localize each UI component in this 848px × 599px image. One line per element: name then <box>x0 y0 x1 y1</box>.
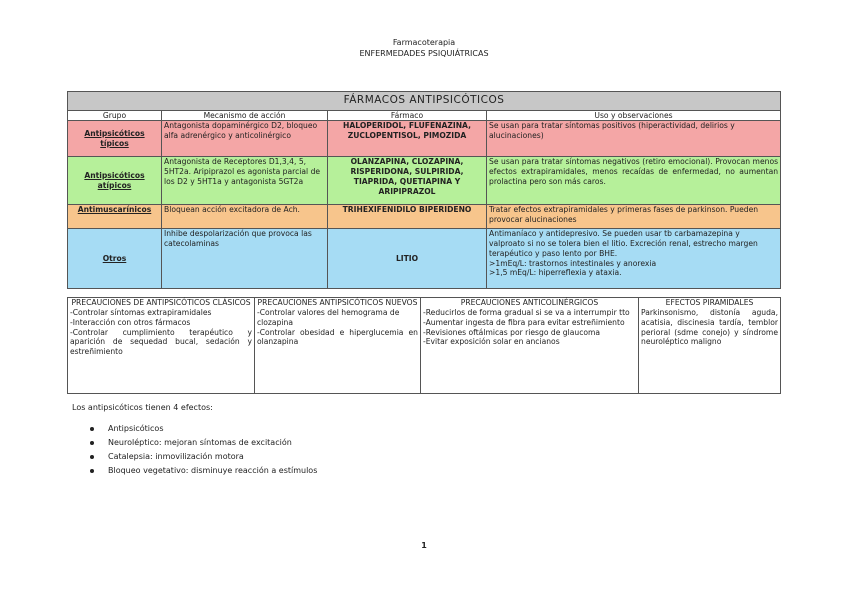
precaution-item: -Controlar valores del hemograma de clozapina <box>257 307 400 327</box>
effect-text: Antipsicóticos <box>108 424 164 433</box>
precaution-item: -Interacción con otros fármacos <box>70 317 191 327</box>
bullet-icon <box>90 441 94 445</box>
table-row <box>68 157 781 205</box>
table-title: FÁRMACOS ANTIPSICÓTICOS <box>68 92 781 111</box>
precaution-item: -Controlar cumplimiento terapéutico y aparición de sequedad bucal, sedación y estreñimiento <box>70 327 252 357</box>
drug-cell: HALOPERIDOL, FLUFENAZINA, ZUCLOPENTISOL, PIMOZIDA <box>328 121 487 157</box>
mechanism-cell: Inhibe despolarización que provoca las catecolaminas <box>162 229 328 289</box>
precaution-item: -Evitar exposición solar en ancianos <box>423 337 560 347</box>
list-item <box>88 436 317 450</box>
group-cell: Antimuscarínicos <box>68 205 162 229</box>
mechanism-cell: Antagonista de Receptores D1,3,4, 5, 5HT2a. Aripiprazol es agonista parcial de los D2 y 5HT1a y antagonista 5GT2a <box>162 157 328 205</box>
use-line: >1,5 mEq/L: hiperreflexia y ataxia. <box>489 268 622 278</box>
precautions-title: EFECTOS PIRAMIDALES <box>665 298 754 307</box>
precaution-item: -Revisiones oftálmicas por riesgo de glaucoma <box>423 327 601 337</box>
group-cell: Otros <box>68 229 162 289</box>
precaution-item: -Controlar síntomas extrapiramidales <box>70 307 212 317</box>
list-item <box>88 464 317 478</box>
precautions-new-cell <box>255 298 421 394</box>
col-header-group: Grupo <box>68 111 162 121</box>
precautions-title: PRECAUCIONES DE ANTIPSICÓTICOS CLÁSICOS <box>71 298 251 307</box>
pyramidal-effects-cell <box>639 298 781 394</box>
precautions-title: PRECAUCIONES ANTIPSICÓTICOS NUEVOS <box>257 298 418 307</box>
mechanism-cell: Antagonista dopaminérgico D2, bloqueo alfa adrenérgico y anticolinérgico <box>162 121 328 157</box>
precautions-classic-cell <box>68 298 255 394</box>
bullet-icon <box>90 455 94 459</box>
use-cell: Tratar efectos extrapiramidales y primeras fases de parkinson. Pueden provocar alucinaciones <box>487 205 781 229</box>
group-cell: Antipsicóticos atípicos <box>68 157 162 205</box>
effects-intro: Los antipsicóticos tienen 4 efectos: <box>72 403 213 412</box>
bullet-icon <box>90 469 94 473</box>
effect-text: Catalepsia: inmovilización motora <box>108 452 244 461</box>
table-row <box>68 205 781 229</box>
drug-cell: TRIHEXIFENIDILO BIPERIDENO <box>328 205 487 229</box>
mechanism-cell: Bloquean acción excitadora de Ach. <box>162 205 328 229</box>
precautions-anticholinergic-cell <box>421 298 639 394</box>
table-row <box>68 229 781 289</box>
bullet-icon <box>90 427 94 431</box>
doc-header-subject: Farmacoterapia <box>392 38 456 47</box>
antipsychotics-table <box>67 91 781 289</box>
col-header-drug: Fármaco <box>328 111 487 121</box>
effects-list <box>88 422 317 478</box>
precaution-item: Parkinsonismo, distonía aguda, acatisia, discinesia tardía, temblor perioral (sdme conejo) y síndrome neuroléptico maligno <box>641 307 778 347</box>
effect-text: Bloqueo vegetativo: disminuye reacción a estímulos <box>108 466 318 475</box>
drug-cell: LITIO <box>328 229 487 289</box>
drug-cell: OLANZAPINA, CLOZAPINA, RISPERIDONA, SULPIRIDA, TIAPRIDA, QUETIAPINA Y ARIPIPRAZOL <box>328 157 487 205</box>
use-cell: Se usan para tratar síntomas positivos (hiperactividad, delirios y alucinaciones) <box>487 121 781 157</box>
doc-header-title: ENFERMEDADES PSIQUIÁTRICAS <box>359 49 489 58</box>
group-cell: Antipsicóticos típicos <box>68 121 162 157</box>
precaution-item: -Controlar obesidad e hiperglucemia en olanzapina <box>257 327 418 347</box>
effect-text: Neuroléptico: mejoran síntomas de excitación <box>108 438 292 447</box>
precaution-item: -Reducirlos de forma gradual si se va a interrumpir tto <box>423 307 630 317</box>
col-header-use: Uso y observaciones <box>487 111 781 121</box>
use-line: >1mEq/L: trastornos intestinales y anorexia <box>489 258 657 268</box>
list-item <box>88 422 317 436</box>
col-header-mechanism: Mecanismo de acción <box>162 111 328 121</box>
precautions-table <box>67 297 781 394</box>
use-cell: Se usan para tratar síntomas negativos (retiro emocional). Provocan menos efectos extrapiramidales, menos recaídas de enfermedad, no aumentan prolactina pero son más caros. <box>487 157 781 205</box>
precautions-title: PRECAUCIONES ANTICOLINÉRGICOS <box>460 298 599 307</box>
table-row <box>68 121 781 157</box>
use-cell <box>487 229 781 289</box>
use-line: Antimaníaco y antidepresivo. Se pueden usar tb carbamazepina y valproato si no se tolera bien el litio. Excreción renal, estrecho margen terapéutico y paso lento por BHE. <box>489 229 758 258</box>
page-number: 1 <box>421 541 427 550</box>
list-item <box>88 450 317 464</box>
precaution-item: -Aumentar ingesta de fibra para evitar estreñimiento <box>423 317 625 327</box>
